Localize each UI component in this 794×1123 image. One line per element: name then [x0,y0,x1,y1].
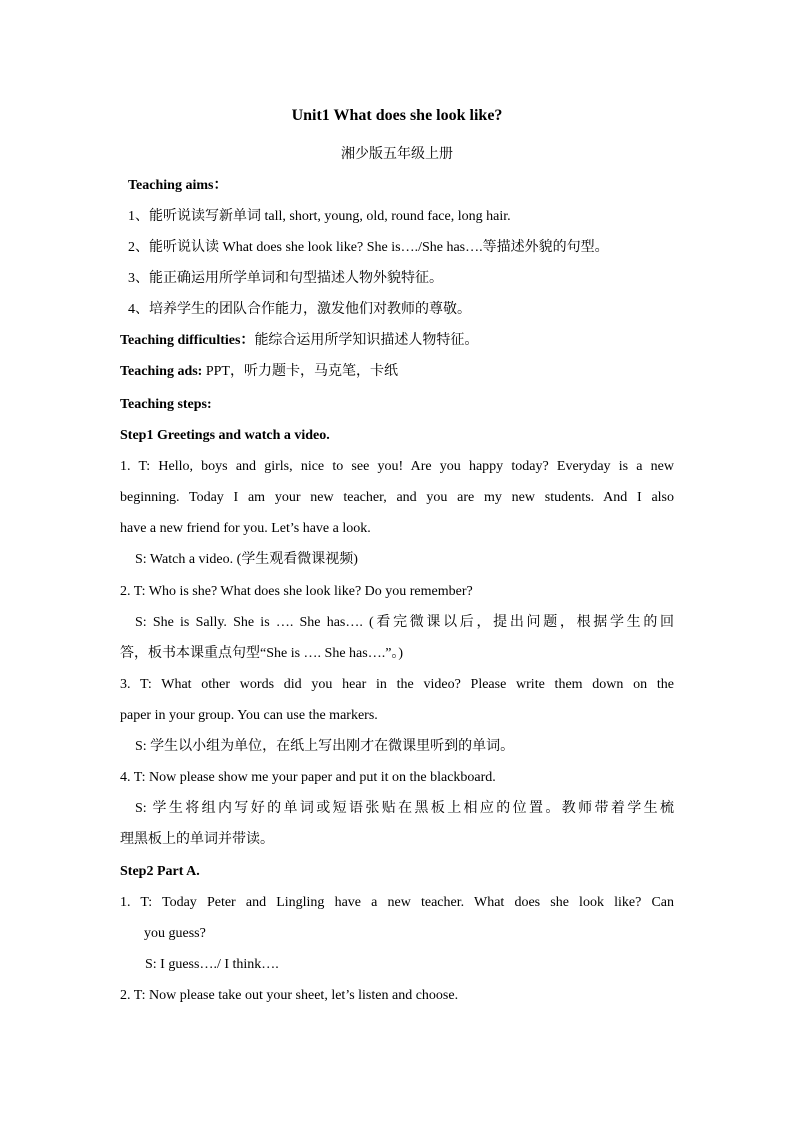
step1-line: S: Watch a video. (学生观看微课视频) [135,552,358,567]
aim-item: 3、能正确运用所学单词和句型描述人物外貌特征。 [128,271,443,286]
step2-line: you guess? [144,926,206,941]
step2-line: 2. T: Now please take out your sheet, let’s listen and choose. [120,988,459,1003]
step1-line: 1. T: Hello, boys and girls, nice to see you! Are you happy today? Everyday is a new [120,459,674,474]
step2-line: 1. T: Today Peter and Lingling have a new teacher. What does she look like? Can [120,895,674,910]
step1-line: 2. T: Who is she? What does she look like? Do you remember? [120,584,473,599]
step1-line: have a new friend for you. Let’s have a look. [120,521,371,536]
ads-text: PPT，听力题卡，马克笔，卡纸 [202,364,398,379]
difficulties-text: 能综合运用所学知识描述人物特征。 [254,333,479,348]
step1-line: S: 学生将组内写好的单词或短语张贴在黑板上相应的位置。教师带着学生梳 [135,801,674,816]
aims-label: Teaching aims： [128,178,228,193]
step1-line: beginning. Today I am your new teacher, and you are my new students. And I also [120,490,674,505]
aim-item: 4、培养学生的团队合作能力，激发他们对教师的尊敬。 [128,302,471,317]
step1-heading: Step1 Greetings and watch a video. [120,428,330,443]
step2-heading: Step2 Part A. [120,864,200,879]
step1-line: 4. T: Now please show me your paper and put it on the blackboard. [120,770,496,785]
step1-line: paper in your group. You can use the markers. [120,708,378,723]
difficulties-label: Teaching difficulties： [120,333,255,348]
ads-line [120,362,674,382]
difficulties-line [120,331,674,351]
aim-item: 2、能听说认读 What does she look like? She is…./She has….等描述外貌的句型。 [128,240,609,255]
step1-line: 答，板书本课重点句型“She is …. She has….”。) [120,646,404,661]
page-subtitle: 湘少版五年级上册 [341,147,453,162]
aim-item: 1、能听说读写新单词 tall, short, young, old, round face, long hair. [128,209,511,224]
step1-line: 3. T: What other words did you hear in the video? Please write them down on the [120,677,674,692]
steps-label: Teaching steps: [120,397,212,412]
step1-line: 理黑板上的单词并带读。 [120,832,274,847]
page-title: Unit1 What does she look like? [291,107,503,124]
ads-label: Teaching ads: [120,364,203,379]
step1-line: S: 学生以小组为单位，在纸上写出刚才在微课里听到的单词。 [135,739,515,754]
step1-line: S: She is Sally. She is …. She has…. (看完微课以后，提出问题，根据学生的回 [135,615,674,630]
step2-line: S: I guess…./ I think…. [145,957,279,972]
